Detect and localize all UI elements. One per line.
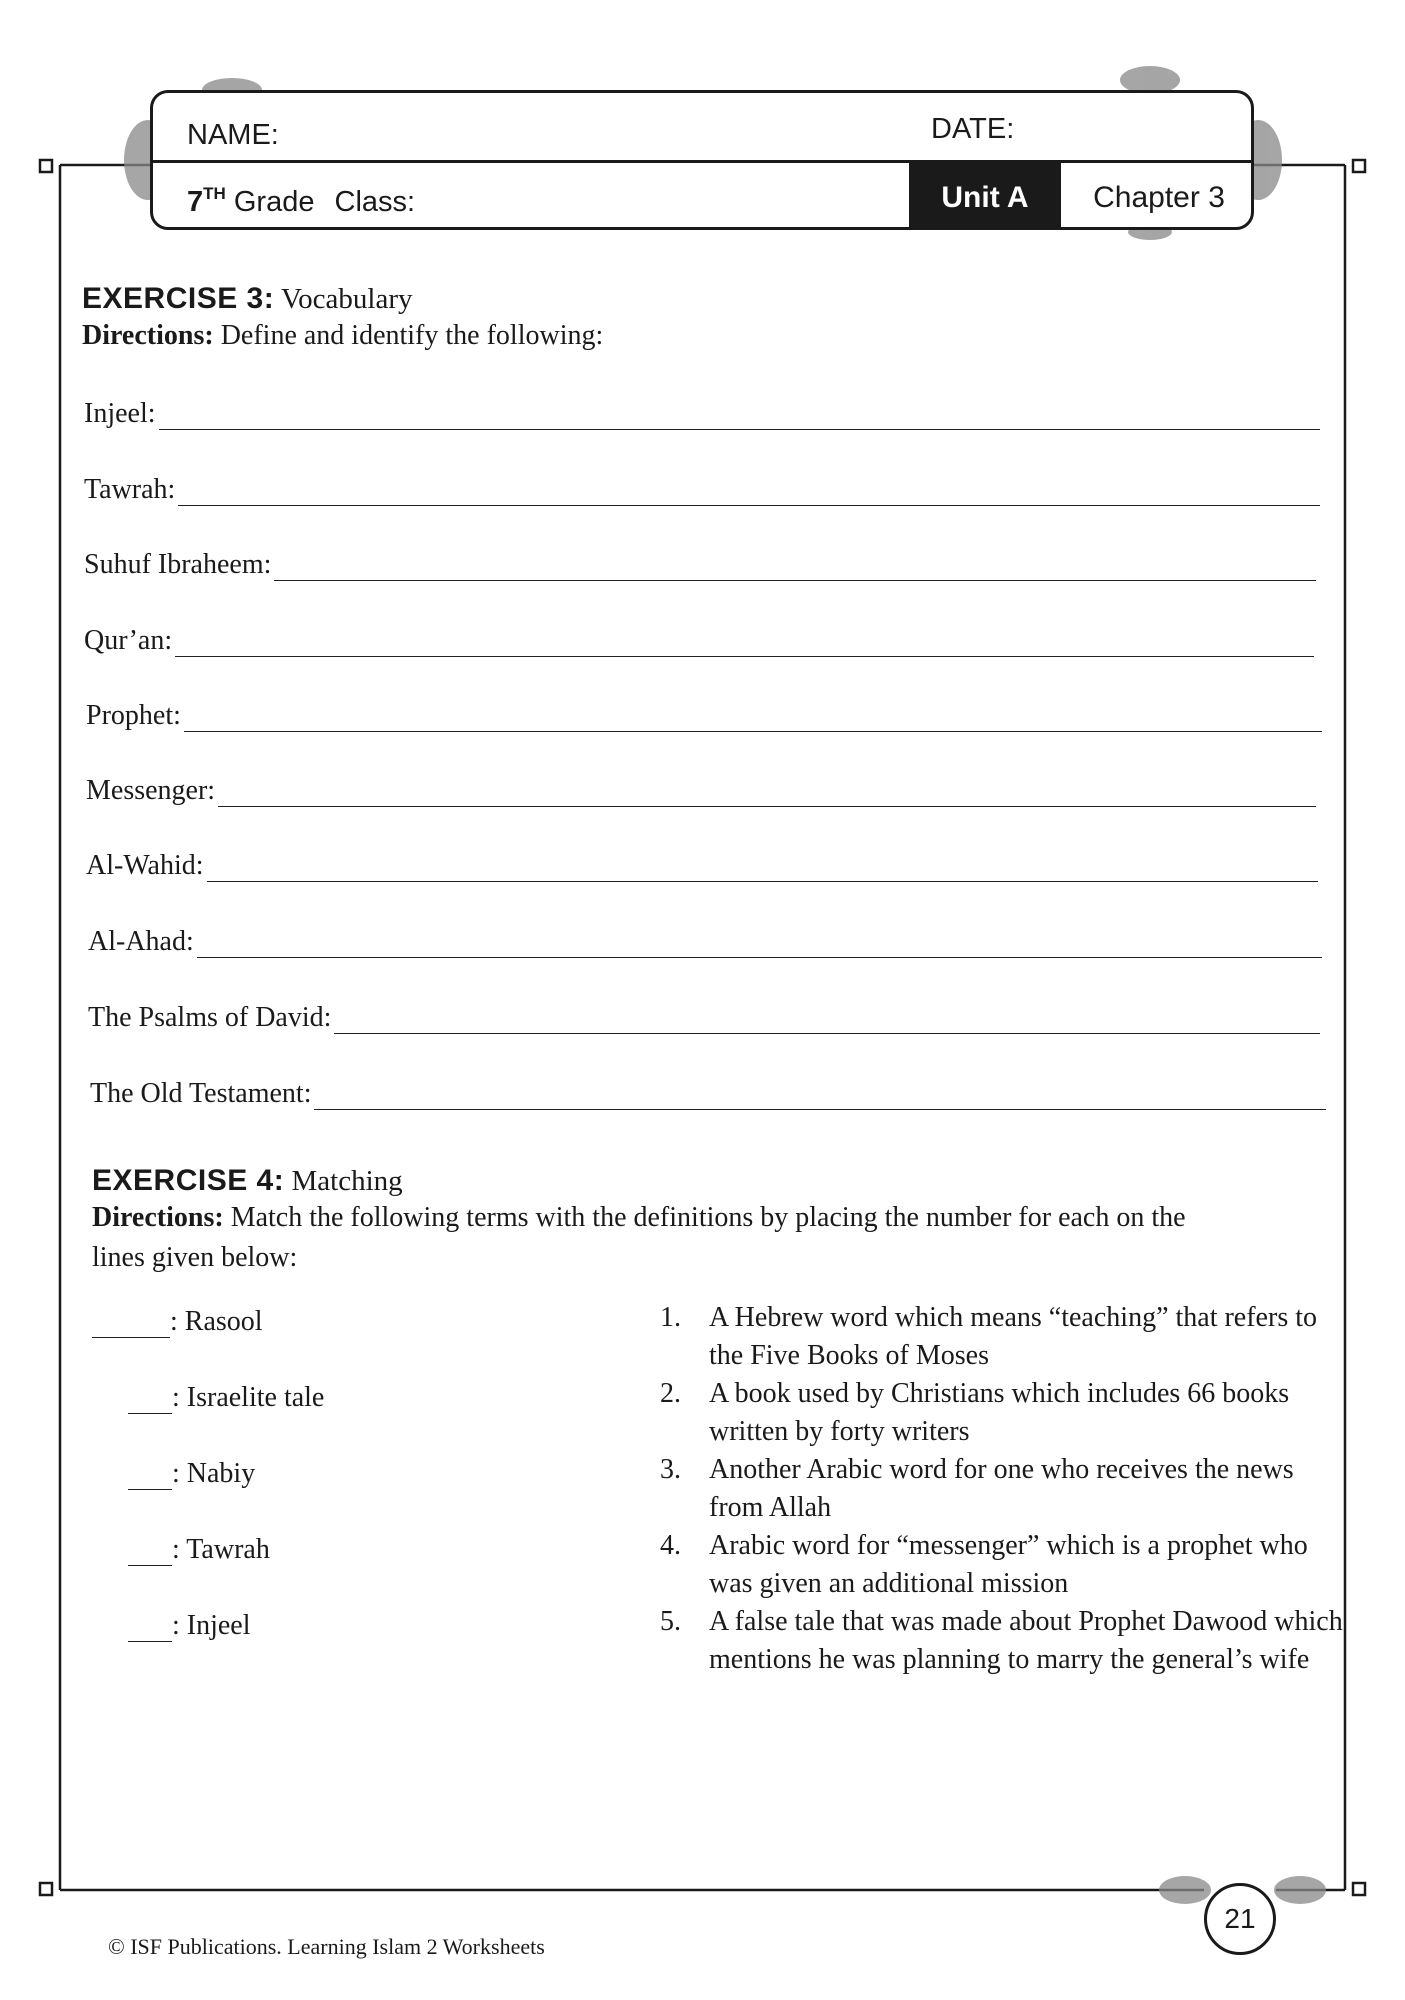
vocab-row-psalms-of-david — [88, 1002, 1320, 1034]
answer-blank[interactable] — [92, 1311, 170, 1338]
answer-line[interactable] — [159, 405, 1320, 430]
definition-number: 3. — [660, 1454, 681, 1485]
page-number: 21 — [1204, 1883, 1276, 1955]
definition-text: A book used by Christians which includes 66 books written by forty writers — [709, 1378, 1290, 1447]
answer-line[interactable] — [334, 1009, 1320, 1034]
exercise3-directions-label: Directions: — [82, 320, 214, 351]
header-top-row — [153, 93, 1251, 163]
vocab-term: Tawrah: — [84, 474, 176, 505]
answer-line[interactable] — [314, 1085, 1326, 1110]
exercise4-title-rest: Matching — [291, 1165, 403, 1197]
vocab-row-suhuf-ibraheem — [84, 549, 1316, 581]
answer-line[interactable] — [218, 782, 1316, 807]
match-term-label: : Rasool — [170, 1306, 263, 1337]
vocab-row-messenger — [86, 775, 1316, 807]
answer-blank[interactable] — [128, 1387, 172, 1414]
match-term-tawrah — [128, 1534, 270, 1566]
unit-badge: Unit A — [909, 163, 1061, 230]
definition-text: Arabic word for “messenger” which is a prophet who was given an additional mission — [709, 1530, 1308, 1599]
vocab-term: Injeel: — [84, 398, 156, 429]
exercise4-directions-line2: lines given below: — [92, 1242, 298, 1273]
answer-line[interactable] — [207, 857, 1319, 882]
answer-line[interactable] — [178, 481, 1320, 506]
vocab-term: Messenger: — [86, 775, 216, 806]
vocab-term: Prophet: — [86, 700, 181, 731]
definition-text: A false tale that was made about Prophet Dawood which mentions he was planning to marry the general’s wife — [709, 1606, 1343, 1675]
match-term-label: : Tawrah — [172, 1534, 270, 1565]
class-label: Class: — [334, 186, 416, 218]
vocab-row-injeel — [84, 398, 1320, 430]
answer-line[interactable] — [175, 632, 1314, 657]
answer-line[interactable] — [184, 707, 1322, 732]
date-label: DATE: — [931, 113, 1015, 145]
vocab-row-al-ahad — [88, 926, 1322, 958]
vocab-row-tawrah — [84, 474, 1320, 506]
definition-text: A Hebrew word which means “teaching” that refers to the Five Books of Moses — [709, 1302, 1317, 1371]
grade-suffix: TH — [203, 184, 226, 203]
match-term-nabiy — [128, 1458, 255, 1490]
vocab-row-old-testament — [90, 1078, 1326, 1110]
exercise4-directions-label: Directions: — [92, 1202, 224, 1233]
vocab-row-quran — [84, 625, 1314, 657]
vocab-row-al-wahid — [86, 850, 1318, 882]
exercise4-title-bold: EXERCISE 4: — [92, 1164, 285, 1197]
exercise3-directions-text: Define and identify the following: — [220, 320, 604, 351]
answer-blank[interactable] — [128, 1615, 172, 1642]
grade-class-label — [187, 186, 415, 219]
definition-number: 4. — [660, 1530, 681, 1561]
vocab-term: Qur’an: — [84, 625, 173, 656]
vocab-term: The Psalms of David: — [88, 1002, 332, 1033]
answer-blank[interactable] — [128, 1463, 172, 1490]
grade-number: 7 — [187, 186, 204, 218]
exercise4-directions-line1: Match the following terms with the definitions by placing the number for each on the — [230, 1202, 1186, 1233]
exercise3-title-rest: Vocabulary — [280, 283, 413, 315]
vocab-term: Suhuf Ibraheem: — [84, 549, 272, 580]
vocab-term: Al-Wahid: — [86, 850, 204, 881]
match-term-label: : Injeel — [172, 1610, 251, 1641]
exercise3-title-bold: EXERCISE 3: — [82, 282, 275, 315]
vocab-term: Al-Ahad: — [88, 926, 194, 957]
definition-number: 2. — [660, 1378, 681, 1409]
exercise4-title — [92, 1164, 403, 1198]
exercise4-directions — [92, 1198, 1342, 1278]
exercise3-title — [82, 282, 413, 316]
definition-number: 5. — [660, 1606, 681, 1637]
grade-word: Grade — [233, 186, 315, 218]
answer-line[interactable] — [197, 933, 1322, 958]
definition-number: 1. — [660, 1302, 681, 1333]
match-term-label: : Nabiy — [172, 1458, 256, 1489]
answer-line[interactable] — [274, 556, 1316, 581]
match-term-rasool — [92, 1306, 263, 1338]
chapter-label: Chapter 3 — [1093, 181, 1225, 214]
vocab-term: The Old Testament: — [90, 1078, 312, 1109]
match-term-injeel — [128, 1610, 251, 1642]
copyright-footer: © ISF Publications. Learning Islam 2 Worksheets — [108, 1934, 545, 1959]
name-label: NAME: — [187, 119, 279, 151]
vocab-row-prophet — [86, 700, 1322, 732]
worksheet-header — [150, 90, 1254, 230]
exercise3-directions — [82, 320, 603, 352]
answer-blank[interactable] — [128, 1539, 172, 1566]
match-term-label: : Israelite tale — [172, 1382, 325, 1413]
match-term-israelite-tale — [128, 1382, 324, 1414]
definition-text: Another Arabic word for one who receives the news from Allah — [709, 1454, 1294, 1523]
